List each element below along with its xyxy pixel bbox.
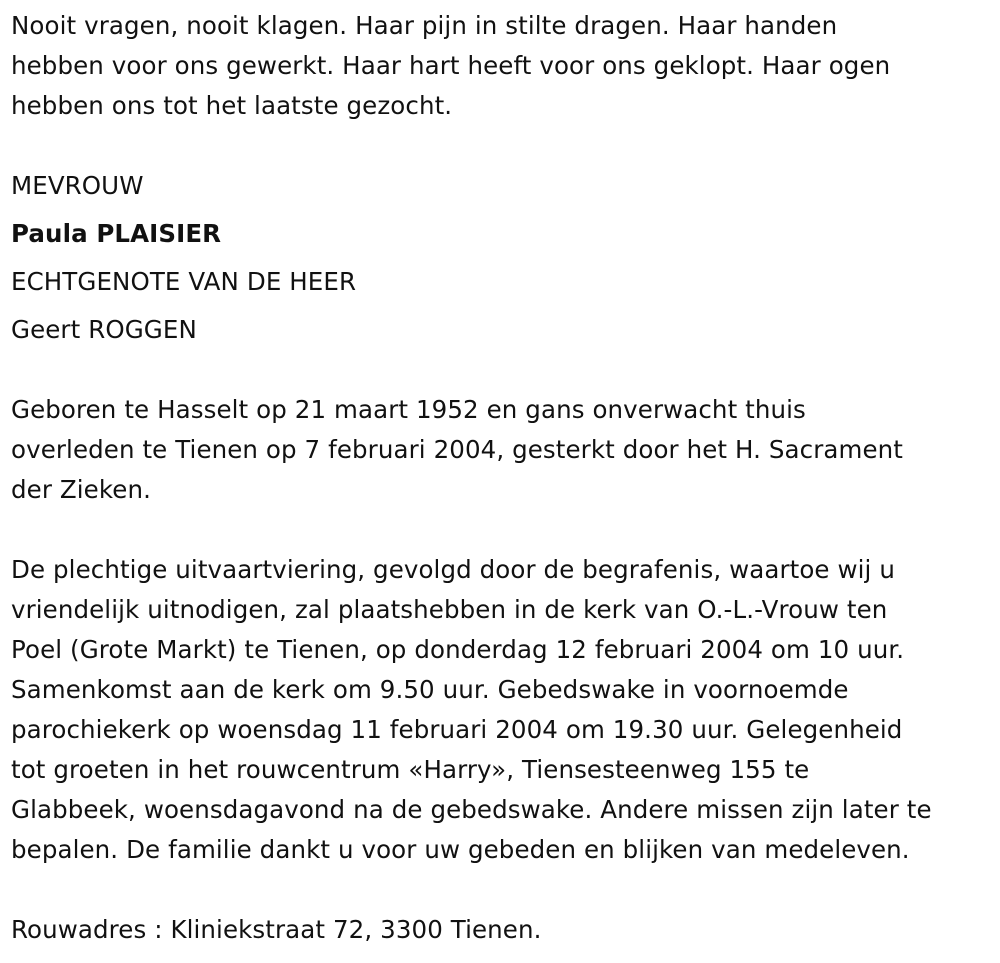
death-notice bbox=[11, 6, 995, 950]
spouse-name: Geert ROGGEN bbox=[11, 315, 197, 344]
ceremony-paragraph: De plechtige uitvaartviering, gevolgd door de begrafenis, waartoe wij u vriendelijk uitnodigen, zal plaatshebben in de kerk van O.-L.-Vrouw ten Poel (Grote Markt) te Tienen, op donderdag 12 februari 2004 om 10 uur. Samenkomst aan de kerk om 9.50 uur. Gebedswake in voornoemde parochiekerk op woensdag 11 februari 2004 om 19.30 uur. Gelegenheid tot groeten in het rouwcentrum «Harry», Tiensesteenweg 155 te Glabbeek, woensdagavond na de gebedswake. Andere missen zijn later te bepalen. De familie dankt u voor uw gebeden en blijken van medeleven. bbox=[11, 555, 932, 864]
honorific: MEVROUW bbox=[11, 171, 144, 200]
spacer bbox=[11, 510, 995, 550]
birth-death-paragraph: Geboren te Hasselt op 21 maart 1952 en gans onverwacht thuis overleden te Tienen op 7 februari 2004, gesterkt door het H. Sacrament der Zieken. bbox=[11, 395, 903, 504]
mourning-address: Rouwadres : Kliniekstraat 72, 3300 Tienen. bbox=[11, 915, 542, 944]
poem-paragraph: Nooit vragen, nooit klagen. Haar pijn in stilte dragen. Haar handen hebben voor ons gewerkt. Haar hart heeft voor ons geklopt. Haar ogen hebben ons tot het laatste gezocht. bbox=[11, 11, 891, 120]
deceased-name: Paula PLAISIER bbox=[11, 219, 222, 248]
deceased-block bbox=[11, 166, 995, 350]
spacer bbox=[11, 358, 995, 390]
spacer bbox=[11, 126, 995, 166]
relation-line: ECHTGENOTE VAN DE HEER bbox=[11, 267, 357, 296]
spacer bbox=[11, 870, 995, 910]
